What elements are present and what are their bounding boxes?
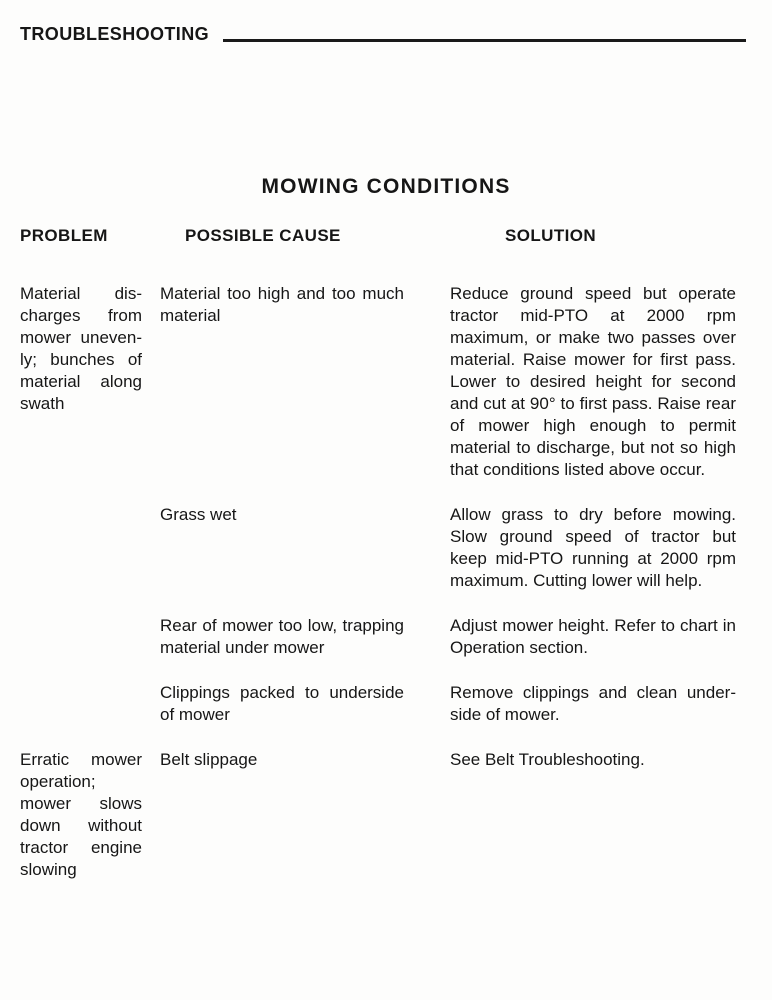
cause-cell: Rear of mower too low, trapping material under mower — [160, 616, 404, 657]
problem-cell: Material dis-charges from mower uneven-ly; bunches of material along swath — [20, 284, 142, 413]
cause-cell: Material too high and too much material — [160, 284, 404, 325]
table-row — [20, 749, 736, 881]
table-row — [20, 682, 736, 726]
solution-cell: Reduce ground speed but operate tractor mid-PTO at 2000 rpm maximum, or make two passes over material. Raise mower for first pass. Lower to desired height for second and cut at 90° to first pass. Raise rear of mower high enough to permit material to discharge, but not so high that conditions listed above occur. — [450, 284, 736, 479]
cause-cell: Grass wet — [160, 505, 237, 524]
page-header-title: TROUBLESHOOTING — [20, 24, 209, 44]
table-row — [20, 283, 736, 481]
cause-cell: Belt slippage — [160, 750, 258, 769]
column-header-problem: PROBLEM — [20, 226, 108, 245]
solution-cell: Adjust mower height. Refer to chart in Operation section. — [450, 616, 736, 657]
solution-cell: Allow grass to dry before mowing. Slow ground speed of tractor but keep mid-PTO running at 2000 rpm maximum. Cutting lower will help. — [450, 505, 736, 590]
table-row — [20, 504, 736, 592]
problem-cell — [20, 615, 160, 659]
section-title: MOWING CONDITIONS — [261, 175, 511, 198]
column-header-possible-cause: POSSIBLE CAUSE — [185, 226, 341, 245]
solution-cell: Remove clippings and clean under-side of mower. — [450, 683, 736, 724]
cause-cell: Clippings packed to underside of mower — [160, 683, 404, 724]
solution-cell: See Belt Troubleshooting. — [450, 750, 645, 769]
page-header — [20, 24, 746, 44]
problem-cell: Erratic mower operation; mower slows down without tractor engine slowing — [20, 750, 142, 879]
table-row — [20, 615, 736, 659]
table-header-row — [20, 225, 736, 247]
header-rule — [223, 39, 746, 42]
problem-cell — [20, 682, 160, 726]
problem-cell — [20, 504, 160, 592]
troubleshooting-table — [20, 225, 736, 881]
column-header-solution: SOLUTION — [505, 226, 597, 245]
